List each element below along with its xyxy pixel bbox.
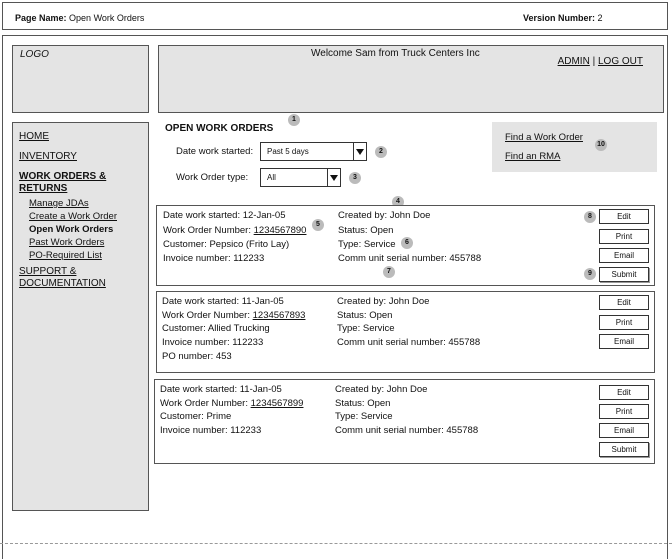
date-filter-select[interactable] bbox=[260, 142, 367, 161]
edit-button[interactable]: Edit bbox=[599, 209, 649, 224]
order-date: Date work started: 12-Jan-05 bbox=[163, 210, 286, 221]
annotation-badge-10: 10 bbox=[595, 139, 607, 151]
sidebar-item-home[interactable]: HOME bbox=[19, 131, 49, 142]
annotation-badge-8: 8 bbox=[584, 211, 596, 223]
sidebar-item-po-required-list[interactable]: PO-Required List bbox=[29, 250, 102, 261]
sidebar-item-inventory[interactable]: INVENTORY bbox=[19, 151, 77, 162]
chevron-down-icon bbox=[327, 169, 340, 186]
sidebar-item-work-orders[interactable] bbox=[19, 171, 106, 195]
order-created-by: Created by: John Doe bbox=[337, 296, 430, 307]
date-filter-label: Date work started: bbox=[176, 146, 254, 157]
order-invoice: Invoice number: 112233 bbox=[162, 337, 264, 348]
submit-button[interactable]: Submit bbox=[599, 442, 649, 457]
order-serial: Comm unit serial number: 455788 bbox=[335, 425, 479, 436]
type-filter-select[interactable] bbox=[260, 168, 341, 187]
annotation-badge-6: 6 bbox=[401, 237, 413, 249]
sidebar-item-past-work-orders[interactable]: Past Work Orders bbox=[29, 237, 105, 248]
order-status: Status: Open bbox=[338, 225, 394, 236]
order-type: Type: Service bbox=[335, 411, 393, 422]
annotation-badge-2: 2 bbox=[375, 146, 387, 158]
version-number: Version Number: 2 bbox=[523, 13, 603, 23]
order-number-link[interactable]: 1234567899 bbox=[250, 398, 304, 409]
order-invoice: Invoice number: 112233 bbox=[163, 253, 265, 264]
order-customer: Customer: Prime bbox=[160, 411, 232, 422]
account-links bbox=[558, 56, 643, 67]
link-separator: | bbox=[592, 56, 596, 67]
sidebar-item-support-line1: SUPPORT & bbox=[19, 266, 77, 277]
order-serial: Comm unit serial number: 455788 bbox=[337, 337, 481, 348]
order-number-link[interactable]: 1234567890 bbox=[253, 225, 307, 236]
welcome-header bbox=[158, 45, 664, 113]
order-customer: Customer: Pepsico (Frito Lay) bbox=[163, 239, 290, 250]
order-status: Status: Open bbox=[335, 398, 391, 409]
order-number-label: Work Order Number: bbox=[163, 225, 251, 236]
type-filter-label: Work Order type: bbox=[176, 172, 249, 183]
sidebar-item-open-work-orders[interactable]: Open Work Orders bbox=[29, 224, 114, 235]
sidebar-item-support[interactable] bbox=[19, 266, 106, 290]
order-created-by: Created by: John Doe bbox=[338, 210, 431, 221]
annotation-badge-1: 1 bbox=[288, 114, 300, 126]
find-work-order-link[interactable]: Find a Work Order bbox=[505, 132, 583, 143]
find-panel bbox=[492, 122, 657, 172]
sidebar bbox=[12, 122, 149, 511]
print-button[interactable]: Print bbox=[599, 229, 649, 244]
edit-button[interactable]: Edit bbox=[599, 295, 649, 310]
logo-box bbox=[12, 45, 149, 113]
order-number-row bbox=[160, 398, 303, 409]
annotation-badge-5: 5 bbox=[312, 219, 324, 231]
sidebar-item-support-line2: DOCUMENTATION bbox=[19, 278, 106, 289]
submit-button[interactable]: Submit bbox=[599, 267, 649, 282]
order-customer: Customer: Allied Trucking bbox=[162, 323, 270, 334]
order-number-link[interactable]: 1234567893 bbox=[252, 310, 306, 321]
order-date: Date work started: 11-Jan-05 bbox=[162, 296, 284, 307]
email-button[interactable]: Email bbox=[599, 423, 649, 438]
email-button[interactable]: Email bbox=[599, 334, 649, 349]
order-number-row bbox=[163, 225, 306, 236]
annotation-badge-3: 3 bbox=[349, 172, 361, 184]
work-order-card bbox=[154, 379, 655, 464]
find-rma-link[interactable]: Find an RMA bbox=[505, 151, 561, 162]
sidebar-item-create-work-order[interactable]: Create a Work Order bbox=[29, 211, 117, 222]
sidebar-item-work-orders-line1: WORK ORDERS & bbox=[19, 171, 107, 182]
chevron-down-icon bbox=[353, 143, 366, 160]
sidebar-item-manage-jdas[interactable]: Manage JDAs bbox=[29, 198, 89, 209]
order-created-by: Created by: John Doe bbox=[335, 384, 428, 395]
spec-bar bbox=[2, 2, 668, 30]
sidebar-item-work-orders-line2: RETURNS bbox=[19, 183, 68, 194]
page-title: OPEN WORK ORDERS bbox=[165, 123, 274, 134]
print-button[interactable]: Print bbox=[599, 315, 649, 330]
page-fold-line bbox=[0, 543, 672, 544]
order-number-label: Work Order Number: bbox=[162, 310, 250, 321]
annotation-badge-4: 4 bbox=[392, 196, 404, 208]
welcome-message: Welcome Sam from Truck Centers Inc bbox=[311, 48, 480, 59]
order-serial: Comm unit serial number: 455788 bbox=[338, 253, 482, 264]
type-filter-value: All bbox=[267, 173, 276, 182]
order-number-row bbox=[162, 310, 305, 321]
order-date: Date work started: 11-Jan-05 bbox=[160, 384, 282, 395]
email-button[interactable]: Email bbox=[599, 248, 649, 263]
order-type: Type: Service bbox=[338, 239, 396, 250]
date-filter-value: Past 5 days bbox=[267, 147, 309, 156]
order-po-number: PO number: 453 bbox=[162, 351, 232, 362]
admin-link[interactable]: ADMIN bbox=[557, 56, 590, 67]
annotation-badge-9: 9 bbox=[584, 268, 596, 280]
order-number-label: Work Order Number: bbox=[160, 398, 248, 409]
logout-link[interactable]: LOG OUT bbox=[597, 56, 643, 67]
page-name: Page Name: Open Work Orders bbox=[15, 13, 145, 23]
logo: LOGO bbox=[20, 49, 49, 60]
edit-button[interactable]: Edit bbox=[599, 385, 649, 400]
order-status: Status: Open bbox=[337, 310, 393, 321]
print-button[interactable]: Print bbox=[599, 404, 649, 419]
annotation-badge-7: 7 bbox=[383, 266, 395, 278]
work-order-card bbox=[156, 291, 655, 373]
order-invoice: Invoice number: 112233 bbox=[160, 425, 262, 436]
order-type: Type: Service bbox=[337, 323, 395, 334]
